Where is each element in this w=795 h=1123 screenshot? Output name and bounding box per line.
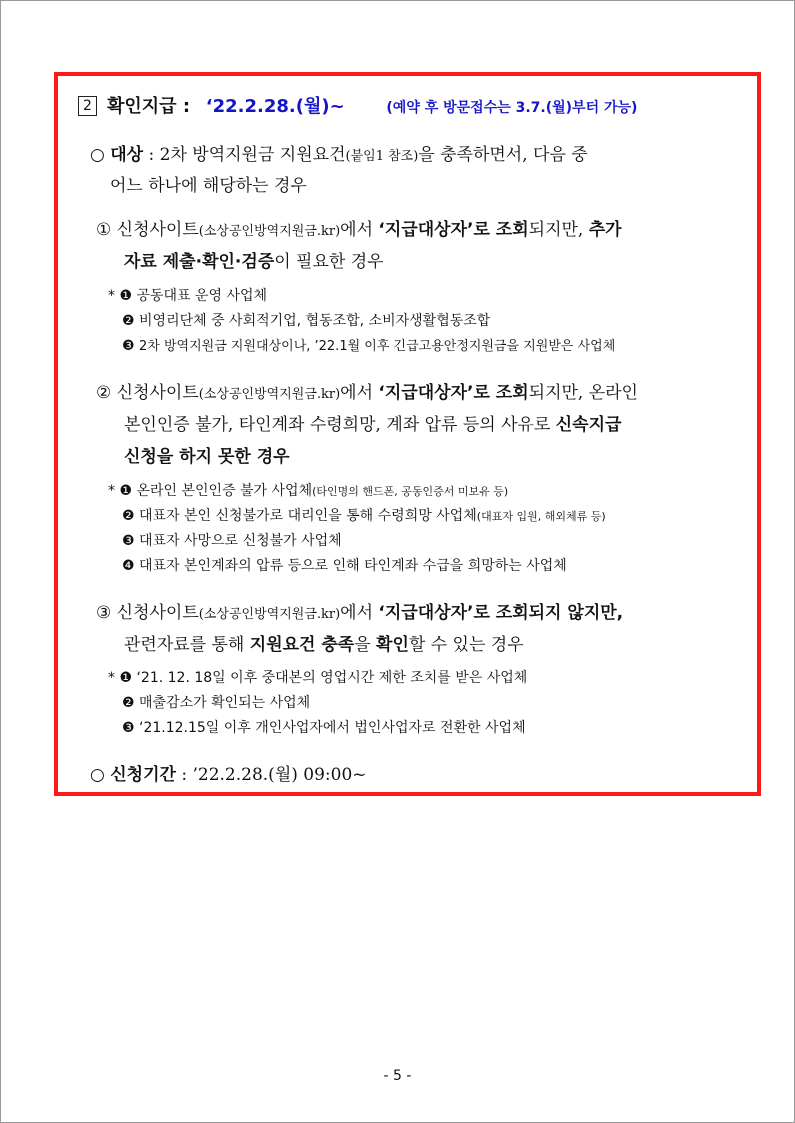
bullet-circle: ○ [90,765,105,785]
target-label: 대상 [110,145,144,165]
bullet-circle: ○ [90,145,105,165]
case1-item-3: ❸ 2차 방역지원금 지원대상이나, ’22.1월 이후 긴급고용안정지원금을 지원받은 사업체 [122,338,616,354]
case3-item-3: ❸ ‘21.12.15일 이후 개인사업자에서 법인사업자로 전환한 사업체 [122,720,526,736]
period-line [90,760,367,785]
case2-number: ② [96,383,112,403]
case3-line-1: ③ 신청사이트(소상공인방역지원금.kr)에서 ‘지급대상자’로 조회되지 않지만, [96,603,624,623]
case1-line-1: ① 신청사이트(소상공인방역지원금.kr)에서 ‘지급대상자’로 조회되지만, 추가 [96,220,622,240]
case3-item-2: ❷ 매출감소가 확인되는 사업체 [122,695,311,711]
section-date: ‘22.2.28.(월)~ [205,96,345,117]
case2-item-4: ❹ 대표자 본인계좌의 압류 등으로 인해 타인계좌 수급을 희망하는 사업체 [122,558,567,574]
section-number: 2 [78,96,97,116]
period-label: 신청기간 [110,765,176,785]
case1-number: ① [96,220,112,240]
section-header [78,92,637,118]
case1-item-1: * ❶ 공동대표 운영 사업체 [108,288,268,304]
section-title: 확인지급 : [107,96,191,117]
case3-item-1: * ❶ ‘21. 12. 18일 이후 중대본의 영업시간 제한 조치를 받은 사업체 [108,670,528,686]
case2-item-2: ❷ 대표자 본인 신청불가로 대리인을 통해 수령희망 사업체(대표자 입원, 해외체류 등) [122,508,606,524]
case2-line-3: 신청을 하지 못한 경우 [124,447,290,467]
period-value: : ’22.2.28.(월) 09:00~ [175,765,367,785]
case1-line-2: 자료 제출·확인·검증이 필요한 경우 [124,252,384,272]
target-line-1: ○ 대상 : 2차 방역지원금 지원요건(붙임1 참조)을 충족하면서, 다음 중 [90,145,588,165]
section-note: (예약 후 방문접수는 3.7.(월)부터 가능) [386,100,638,116]
case2-line-2: 본인인증 불가, 타인계좌 수령희망, 계좌 압류 등의 사유로 신속지급 [124,415,622,435]
case3-line-2: 관련자료를 통해 지원요건 충족을 확인할 수 있는 경우 [124,635,524,655]
case2-item-1: * ❶ 온라인 본인인증 불가 사업체(타인명의 핸드폰, 공동인증서 미보유 등) [108,483,509,499]
case2-item-3: ❸ 대표자 사망으로 신청불가 사업체 [122,533,342,549]
case2-line-1: ② 신청사이트(소상공인방역지원금.kr)에서 ‘지급대상자’로 조회되지만, 온라인 [96,383,638,403]
target-line-2: 어느 하나에 해당하는 경우 [110,176,307,196]
case3-number: ③ [96,603,112,623]
page-number: - 5 - [383,1068,412,1084]
case1-item-2: ❷ 비영리단체 중 사회적기업, 협동조합, 소비자생활협동조합 [122,313,491,329]
